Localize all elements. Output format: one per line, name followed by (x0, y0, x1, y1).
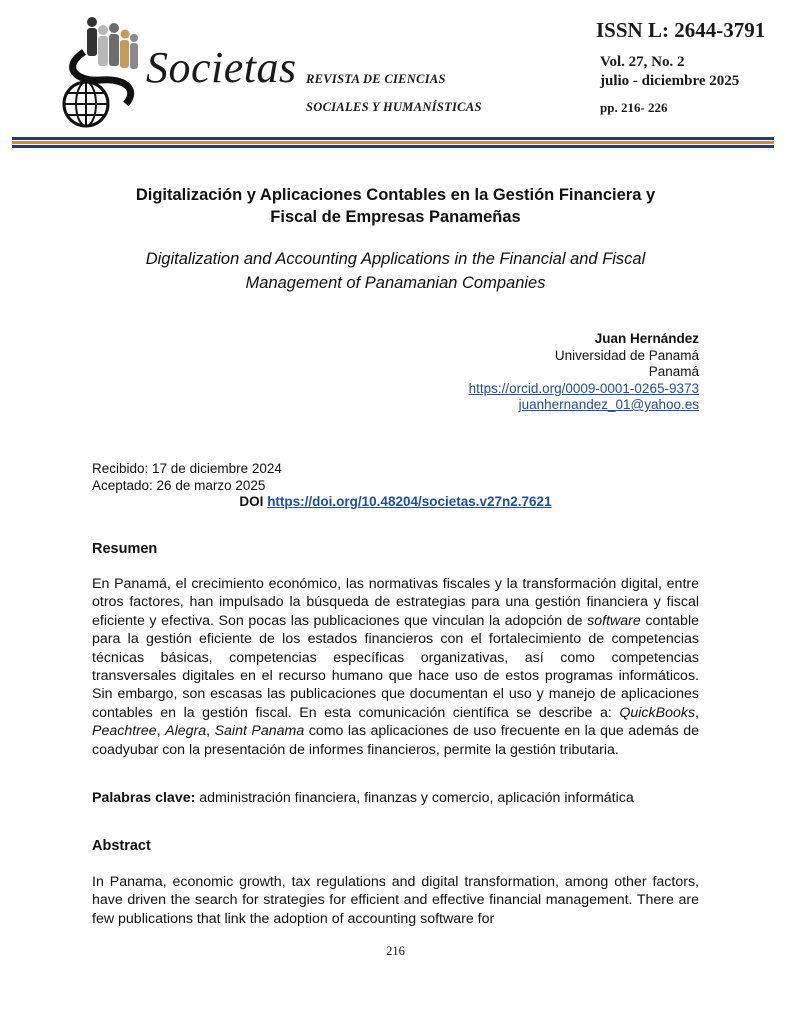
author-country: Panamá (648, 364, 699, 379)
title-es-line1: Digitalización y Aplicaciones Contables en la Gestión Financiera y (135, 186, 656, 204)
resumen-sep-1: , (695, 704, 699, 721)
journal-subtitle-line2: SOCIALES Y HUMANÍSTICAS (306, 100, 482, 114)
issn: ISSN L: 2644-3791 (596, 18, 766, 42)
volume: Vol. 27, No. 2 (600, 54, 685, 70)
doi-label: DOI (239, 494, 264, 509)
resumen-text-1: En Panamá, el crecimiento económico, las normativas fiscales y la transformación digital, entre otros factores, han impulsado la búsqueda de estrategias para una gestión financiera y fiscal eficiente y efectiva. Son pocas las publicaciones que vinculan la adopción de (92, 576, 699, 629)
app-alegra: Alegra (165, 723, 207, 740)
title-en-line2: Management of Panamanian Companies (245, 274, 546, 292)
resumen-sep-2: , (156, 723, 166, 740)
resumen-software: software (587, 612, 641, 629)
article-title-english (60, 247, 731, 295)
resumen-sep-3: , (206, 723, 215, 740)
app-peachtree: Peachtree (92, 723, 157, 740)
accepted-date: Aceptado: 26 de marzo 2025 (92, 477, 266, 493)
resumen-paragraph (92, 575, 699, 759)
app-saint-panama: Saint Panama (214, 723, 305, 740)
author-name: Juan Hernández (594, 331, 699, 346)
doi-link[interactable]: https://doi.org/10.48204/societas.v27n2.7621 (267, 494, 552, 509)
received-date: Recibido: 17 de diciembre 2024 (92, 461, 282, 476)
title-es-line2: Fiscal de Empresas Panameñas (270, 208, 521, 226)
keywords-line (92, 790, 732, 806)
header-rule-middle (12, 141, 774, 144)
keywords-text: administración financiera, finanzas y comercio, aplicación informática (195, 790, 634, 806)
keywords-label: Palabras clave: (92, 790, 196, 806)
resumen-text-3: como las aplicaciones de uso frecuente en la que además de coadyubar con la presentación de informes financieros, permite la gestión tributaria. (92, 723, 700, 758)
period: julio - diciembre 2025 (600, 73, 740, 89)
author-affiliation: Universidad de Panamá (554, 347, 699, 363)
author-block (469, 331, 699, 414)
orcid-link[interactable]: https://orcid.org/0009-0001-0265-9373 (468, 380, 699, 396)
journal-logo (56, 12, 146, 132)
app-quickbooks: QuickBooks (619, 704, 696, 721)
abstract-heading: Abstract (92, 838, 151, 854)
journal-name: Societas (146, 43, 297, 92)
resumen-heading: Resumen (92, 541, 158, 557)
dates-block (92, 461, 282, 494)
page-range: pp. 216- 226 (600, 100, 668, 115)
resumen-text-2: contable para la gestión eficiente de los estados financieros con el fortalecimiento de competencias técnicas básicas, competencias específicas organizativas, así como competencias transversales digitales en el recurso humano que hace uso de estos programas informáticos. Sin embargo, son escasas las publicaciones que documentan el uso y manejo de aplicaciones contables en la gestión fiscal. En esta comunicación científica se describe a: (92, 612, 699, 721)
doi-line (92, 494, 699, 509)
header-rule-top (12, 137, 774, 140)
journal-subtitle-line1: REVISTA DE CIENCIAS (306, 72, 446, 86)
title-en-line1: Digitalization and Accounting Applications in the Financial and Fiscal (145, 250, 646, 268)
article-title-spanish (60, 184, 731, 228)
page-number: 216 (386, 944, 405, 958)
email-link[interactable]: juanhernandez_01@yahoo.es (518, 397, 699, 412)
header-rule-bottom (12, 145, 774, 148)
abstract-paragraph: In Panama, economic growth, tax regulations and digital transformation, among other factors, have driven the search for strategies for efficient and effective financial management. There are few publications that link the adoption of accounting software for (92, 874, 699, 927)
